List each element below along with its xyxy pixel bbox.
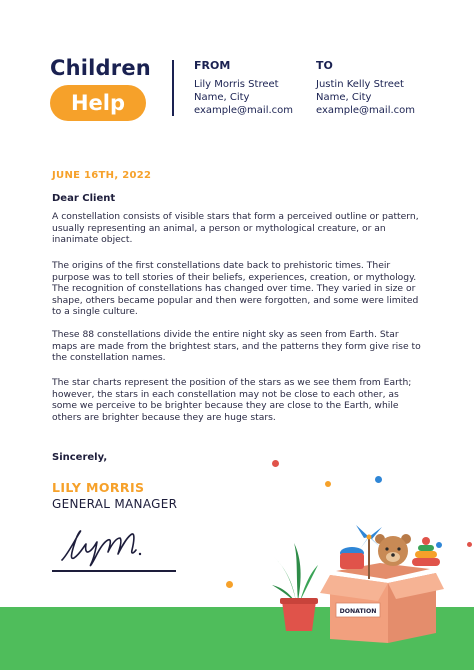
recipient-address	[316, 59, 415, 117]
sender-street: Lily Morris Street	[194, 79, 279, 90]
logo	[50, 56, 150, 121]
logo-word-help: Help	[50, 85, 146, 121]
confetti-dot	[325, 481, 331, 487]
signer-title: GENERAL MANAGER	[52, 497, 178, 511]
teddy-bear	[375, 534, 411, 566]
signature-line	[52, 570, 176, 572]
logo-word-children: Children	[50, 56, 151, 80]
letter-date: JUNE 16TH, 2022	[52, 170, 152, 181]
confetti-dot	[226, 581, 233, 588]
recipient-city: Name, City	[316, 92, 372, 103]
header-divider	[172, 60, 174, 116]
from-heading: FROM	[194, 59, 231, 72]
donation-illustration	[260, 505, 474, 645]
body-paragraph-3: These 88 constellations divide the entire night sky as seen from Earth. Star maps are made from the brightest stars, and the patterns they form give rise to the constellation names.	[52, 329, 421, 364]
greeting: Dear Client	[52, 193, 116, 204]
sender-email: example@mail.com	[194, 105, 294, 116]
handwritten-signature	[58, 524, 178, 568]
stacking-toy	[412, 537, 440, 566]
signer-name: LILY MORRIS	[52, 480, 145, 495]
potted-plant	[272, 543, 318, 631]
body-paragraph-4: The star charts represent the position of the stars as we see them from Earth; however, the stars in each constellation may not be close to each other, as some we perceive to be brighter because they are close to the Earth, while others are brighter because they are huge stars.	[52, 377, 412, 423]
recipient-email: example@mail.com	[316, 105, 416, 116]
sender-address	[194, 59, 293, 117]
body-paragraph-2: The origins of the first constellations date back to prehistoric times. Their purpose was to tell stories of their beliefs, experiences, creation, or mythology. The recognition of constellations has changed over time. They varied in size or shape, others became popular and then were forgotten, and some were limited to a single culture.	[52, 260, 419, 318]
recipient-street: Justin Kelly Street	[316, 79, 404, 90]
confetti-dot	[375, 476, 382, 483]
confetti-dot	[272, 460, 279, 467]
body-paragraph-1: A constellation consists of visible stars that form a perceived outline or pattern, usually representing an animal, a person or mythological creature, or an inanimate object.	[52, 211, 419, 246]
to-heading: TO	[316, 59, 333, 72]
donation-label: DONATION	[339, 608, 377, 615]
closing: Sincerely,	[52, 452, 108, 463]
sender-city: Name, City	[194, 92, 250, 103]
